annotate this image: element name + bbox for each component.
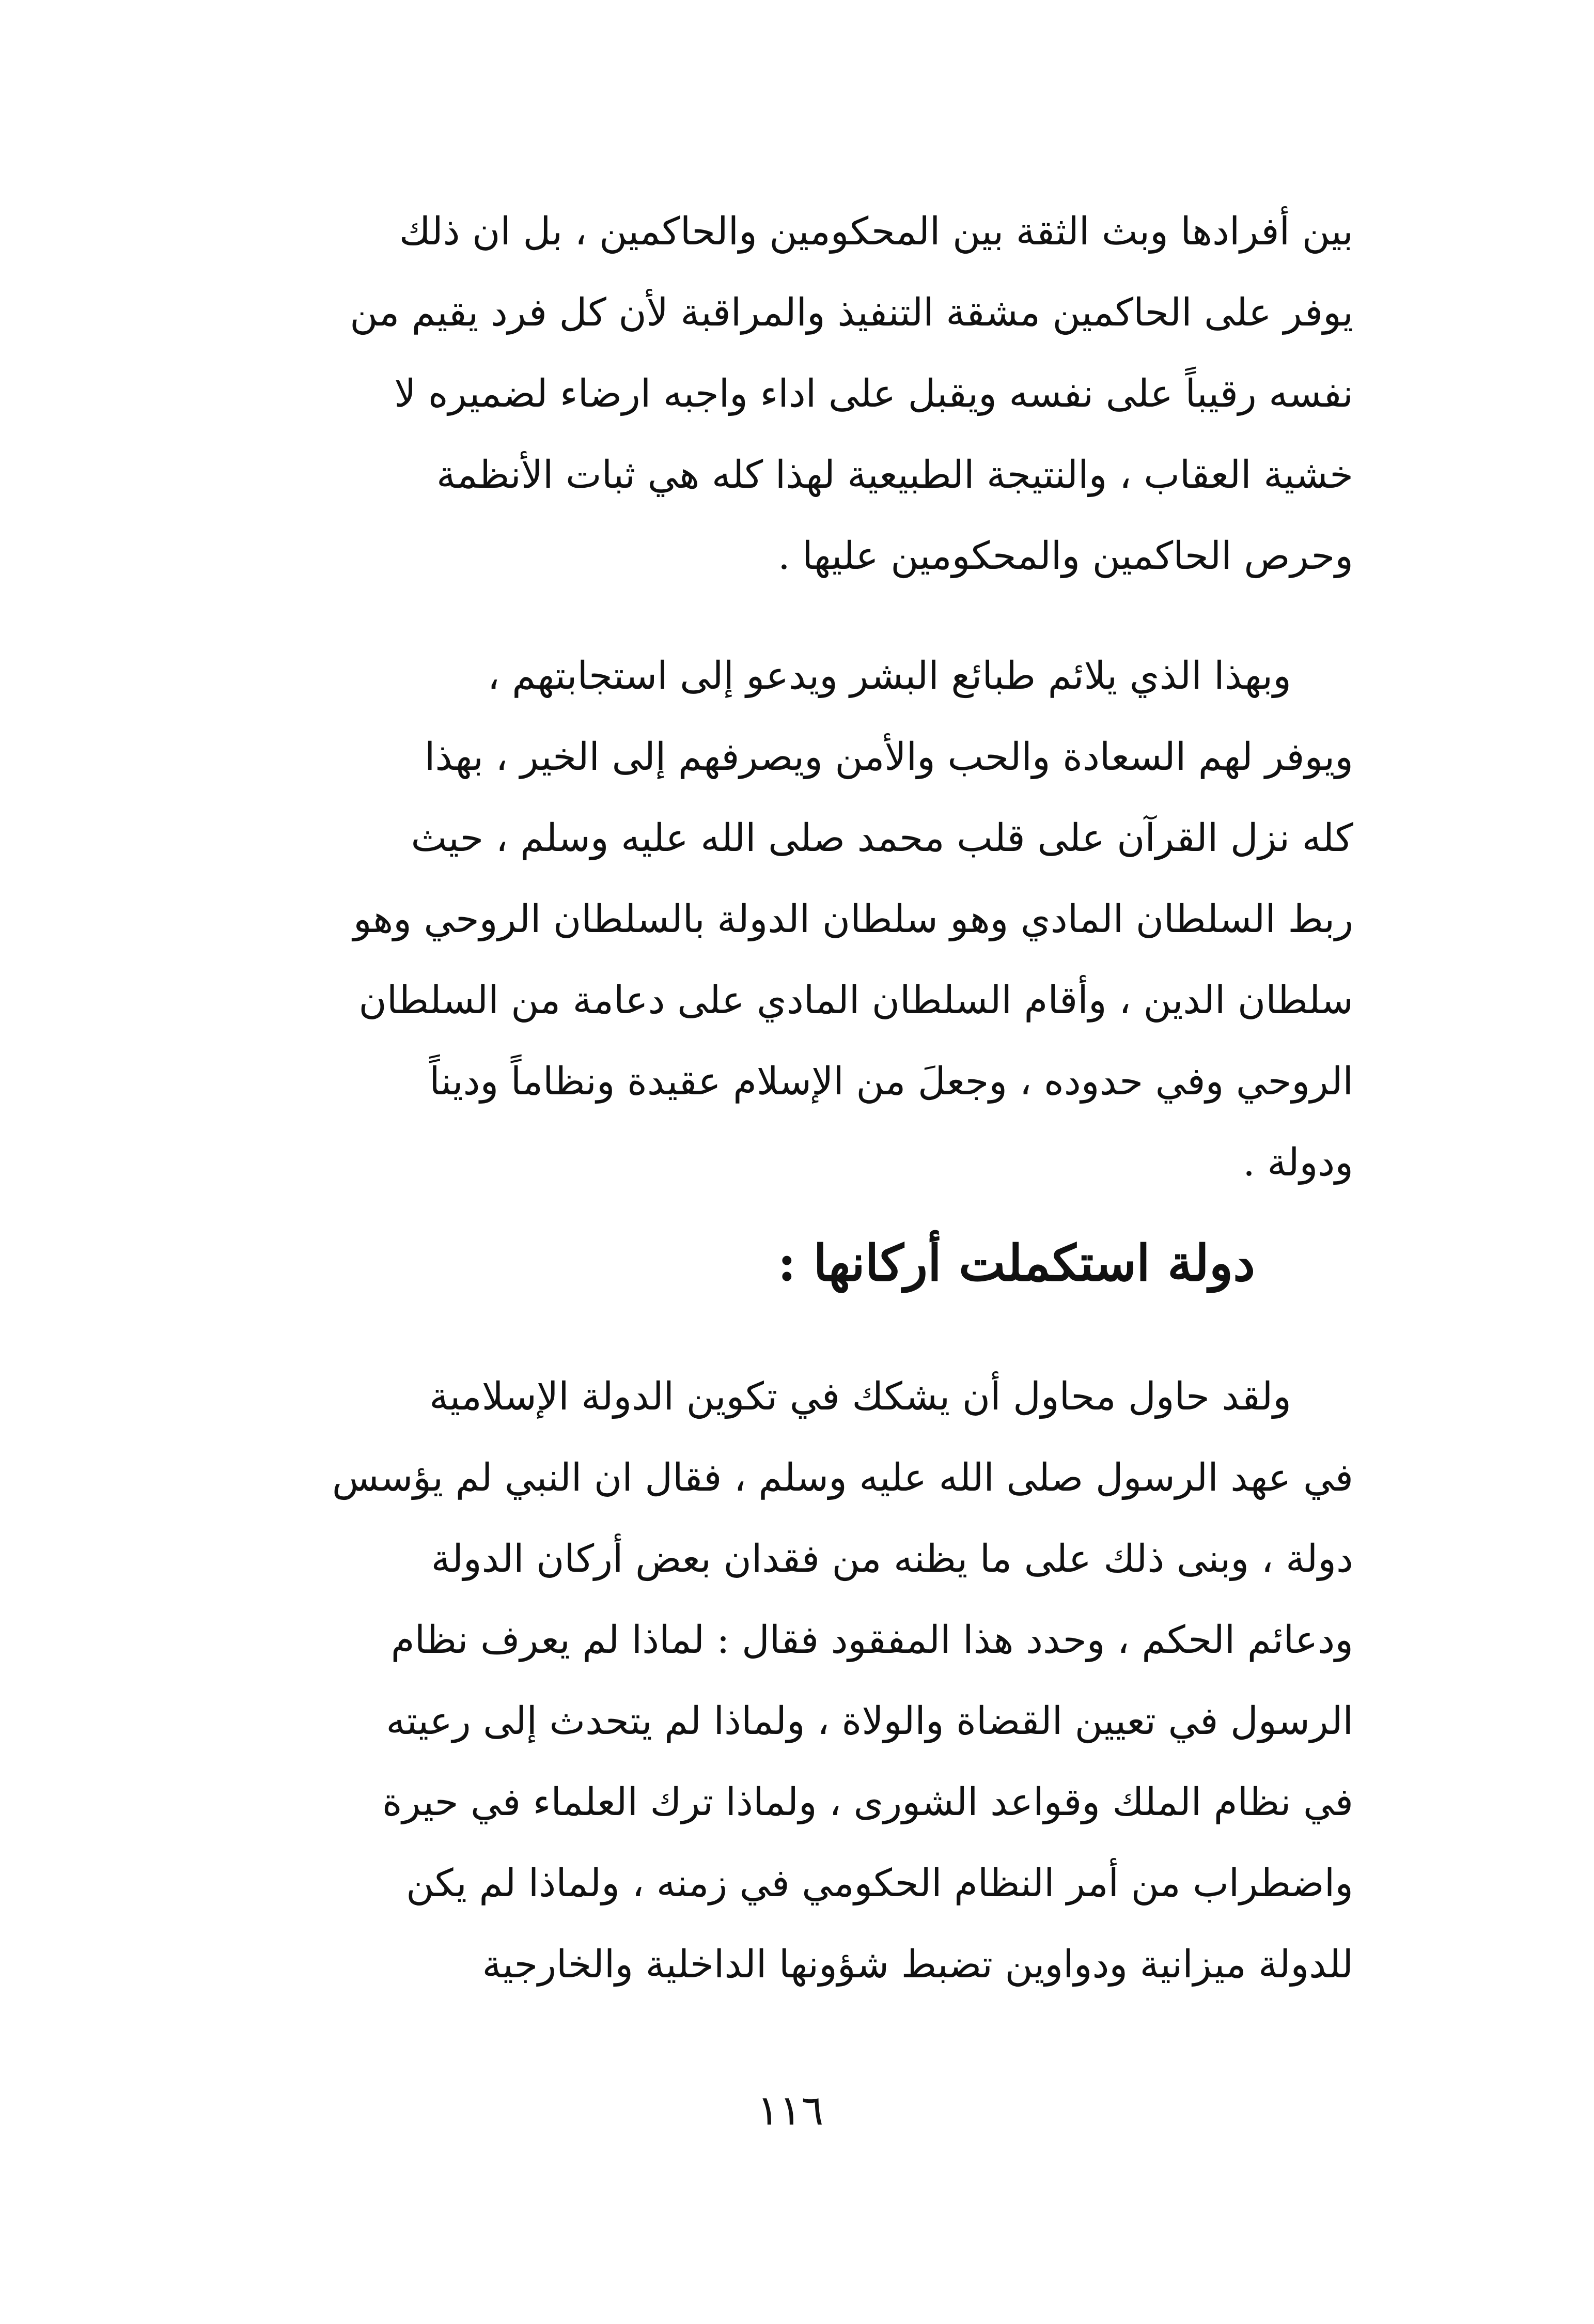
text-line: الروحي وفي حدوده ، وجعلَ من الإسلام عقيدة ونظاماً وديناً — [429, 1059, 1353, 1104]
page-number: ١١٦ — [757, 2086, 824, 2134]
text-line: في عهد الرسول صلى الله عليه وسلم ، فقال ان النبي لم يؤسس — [332, 1455, 1353, 1500]
text-line: الرسول في تعيين القضاة والولاة ، ولماذا لم يتحدث إلى رعيته — [386, 1699, 1353, 1743]
text-line: سلطان الدين ، وأقام السلطان المادي على دعامة من السلطان — [358, 978, 1353, 1022]
text-line: للدولة ميزانية ودواوين تضبط شؤونها الداخلية والخارجية — [482, 1942, 1353, 1987]
text-line: خشية العقاب ، والنتيجة الطبيعية لهذا كله هي ثبات الأنظمة — [436, 453, 1353, 497]
text-line: في نظام الملك وقواعد الشورى ، ولماذا ترك العلماء في حيرة — [382, 1780, 1353, 1824]
paragraph-1 — [243, 191, 1353, 597]
text-line: ودولة . — [1243, 1140, 1353, 1185]
text-line: وحرص الحاكمين والمحكومين عليها . — [778, 534, 1353, 578]
paragraph-2 — [243, 636, 1353, 1203]
text-line: يوفر على الحاكمين مشقة التنفيذ والمراقبة لأن كل فرد يقيم من — [350, 290, 1353, 335]
text-line: واضطراب من أمر النظام الحكومي في زمنه ، ولماذا لم يكن — [406, 1861, 1353, 1905]
text-line: وبهذا الذي يلائم طبائع البشر ويدعو إلى استجابتهم ، — [487, 654, 1291, 698]
text-line: ولقد حاول محاول أن يشكك في تكوين الدولة الإسلامية — [429, 1374, 1291, 1419]
text-line: ويوفر لهم السعادة والحب والأمن ويصرفهم إلى الخير ، بهذا — [424, 735, 1353, 779]
paragraph-3 — [243, 1356, 1353, 2005]
section-heading: دولة استكملت أركانها : — [777, 1234, 1255, 1292]
text-line: بين أفرادها وبث الثقة بين المحكومين والحاكمين ، بل ان ذلك — [399, 209, 1353, 254]
text-line: كله نزل القرآن على قلب محمد صلى الله عليه وسلم ، حيث — [411, 816, 1353, 860]
text-line: ودعائم الحكم ، وحدد هذا المفقود فقال : لماذا لم يعرف نظام — [390, 1618, 1353, 1662]
text-line: دولة ، وبنى ذلك على ما يظنه من فقدان بعض أركان الدولة — [431, 1537, 1353, 1581]
text-line: نفسه رقيباً على نفسه ويقبل على اداء واجبه ارضاء لضميره لا — [394, 371, 1353, 416]
text-line: ربط السلطان المادي وهو سلطان الدولة بالسلطان الروحي وهو — [353, 897, 1353, 941]
